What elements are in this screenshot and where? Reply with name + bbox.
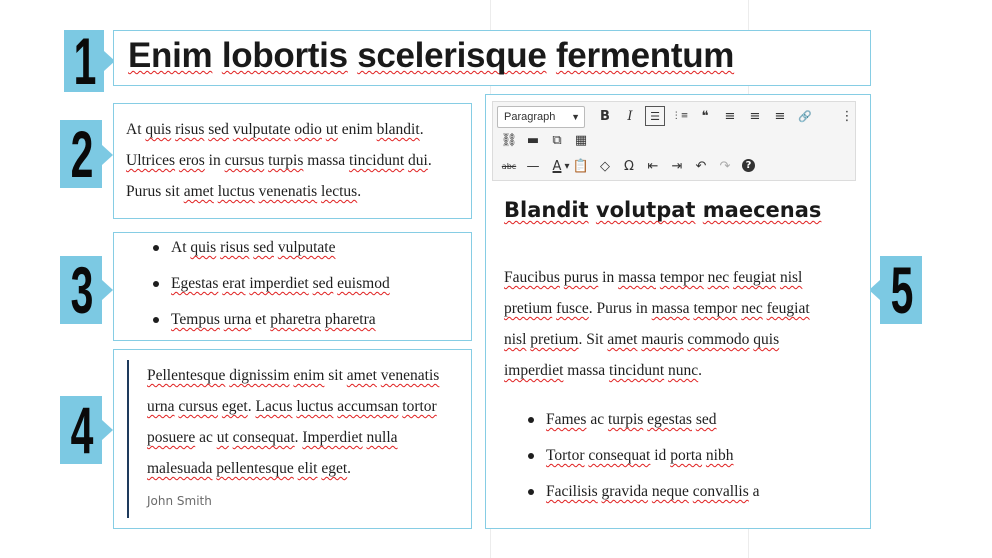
spellcheck-word: fermentum bbox=[555, 36, 735, 75]
spellcheck-word: tempor bbox=[659, 269, 704, 286]
text-run: . bbox=[247, 398, 256, 415]
text-line bbox=[504, 293, 810, 324]
spellcheck-word: Fames bbox=[546, 411, 587, 428]
text-color-dropdown-icon[interactable]: ▾ bbox=[564, 160, 570, 172]
more-options-icon[interactable]: ⋮ bbox=[840, 108, 854, 124]
spellcheck-word: Pellentesque bbox=[147, 367, 226, 384]
text-run: . bbox=[347, 460, 352, 477]
badge-1: 1 bbox=[64, 30, 104, 92]
text-line bbox=[504, 324, 810, 355]
align-left-icon[interactable]: ≡ bbox=[724, 108, 736, 124]
spellcheck-word: tincidunt bbox=[609, 362, 665, 379]
spellcheck-word: Facilisis bbox=[546, 483, 598, 500]
fullscreen-icon[interactable]: ⧉ bbox=[552, 132, 562, 148]
paste-text-icon[interactable]: 📋 bbox=[572, 158, 590, 174]
spellcheck-word: venenatis bbox=[380, 367, 440, 384]
horizontal-line-icon[interactable]: — bbox=[526, 158, 540, 174]
text-run: massa bbox=[303, 152, 350, 169]
spellcheck-word: lectus bbox=[321, 183, 358, 200]
spellcheck-word: euismod bbox=[337, 275, 390, 292]
spellcheck-word: massa bbox=[651, 300, 690, 317]
spellcheck-word: eget bbox=[221, 398, 248, 415]
spellcheck-word: mauris bbox=[641, 331, 684, 348]
badge-5: 5 bbox=[880, 256, 922, 324]
text-run: et bbox=[251, 311, 271, 328]
spellcheck-word: turpis bbox=[268, 152, 304, 169]
spellcheck-word: eget bbox=[321, 460, 348, 477]
spellcheck-word: Faucibus bbox=[504, 269, 560, 286]
blockquote bbox=[127, 360, 439, 518]
classic-editor-block[interactable] bbox=[485, 94, 871, 529]
spellcheck-word: convallis bbox=[692, 483, 749, 500]
spellcheck-word: maecenas bbox=[702, 198, 822, 222]
editor-bullet-list bbox=[526, 402, 760, 510]
badge-4-pointer bbox=[102, 420, 113, 440]
text-run: in bbox=[204, 152, 225, 169]
text-run: . Purus in bbox=[588, 300, 652, 317]
text-run: sit bbox=[324, 367, 347, 384]
text-line bbox=[147, 360, 439, 391]
spellcheck-word: pharetra bbox=[324, 311, 376, 328]
spellcheck-word: egestas bbox=[647, 411, 692, 428]
editor-paragraph bbox=[504, 262, 810, 386]
spellcheck-word: sed bbox=[208, 121, 229, 138]
spellcheck-word: quis bbox=[753, 331, 780, 348]
heading-block[interactable] bbox=[113, 30, 871, 86]
spellcheck-word: eros bbox=[178, 152, 205, 169]
text-run: id bbox=[650, 447, 671, 464]
spellcheck-word: consequat bbox=[588, 447, 651, 464]
quote-text bbox=[147, 360, 439, 484]
text-line bbox=[126, 176, 432, 207]
align-center-icon[interactable]: ≡ bbox=[749, 108, 761, 124]
spellcheck-word: nec bbox=[707, 269, 730, 286]
spellcheck-word: tincidunt bbox=[349, 152, 405, 169]
spellcheck-word: amet bbox=[607, 331, 638, 348]
read-more-icon[interactable]: ▬ bbox=[526, 132, 540, 148]
toolbar-toggle-icon[interactable]: ▦ bbox=[574, 132, 588, 148]
spellcheck-word: Lacus bbox=[255, 398, 293, 415]
badge-2: 2 bbox=[60, 120, 102, 188]
text-line bbox=[147, 391, 439, 422]
spellcheck-word: luctus bbox=[296, 398, 334, 415]
spellcheck-word: pretium bbox=[530, 331, 579, 348]
spellcheck-word: gravida bbox=[601, 483, 649, 500]
spellcheck-word: quis bbox=[190, 239, 217, 256]
spellcheck-word: enim bbox=[293, 367, 325, 384]
spellcheck-word: nibh bbox=[705, 447, 734, 464]
list-item bbox=[151, 302, 390, 338]
spellcheck-word: commodo bbox=[687, 331, 750, 348]
spellcheck-word: risus bbox=[220, 239, 250, 256]
spellcheck-word: vulputate bbox=[232, 121, 291, 138]
spellcheck-word: Egestas bbox=[171, 275, 219, 292]
spellcheck-word: urna bbox=[147, 398, 175, 415]
text-color-icon[interactable]: A bbox=[552, 158, 562, 174]
spellcheck-word: elit bbox=[297, 460, 318, 477]
spellcheck-word: feugiat bbox=[766, 300, 810, 317]
spellcheck-word: erat bbox=[222, 275, 246, 292]
undo-icon[interactable]: ↶ bbox=[695, 158, 707, 174]
spellcheck-word: sed bbox=[253, 239, 274, 256]
spellcheck-word: nisl bbox=[504, 331, 527, 348]
text-run: At bbox=[126, 121, 146, 138]
bulleted-list-icon[interactable]: ☰ bbox=[645, 106, 665, 126]
list-item bbox=[526, 474, 760, 510]
spellcheck-word: Enim bbox=[128, 36, 213, 75]
text-line bbox=[126, 145, 432, 176]
spellcheck-word: scelerisque bbox=[357, 36, 547, 75]
spellcheck-word: cursus bbox=[178, 398, 219, 415]
spellcheck-word: urna bbox=[223, 311, 252, 328]
text-run: ac bbox=[195, 429, 217, 446]
spellcheck-word: feugiat bbox=[733, 269, 777, 286]
italic-icon[interactable]: I bbox=[627, 108, 633, 124]
blockquote-icon[interactable]: ❝ bbox=[701, 108, 709, 124]
spellcheck-word: malesuada bbox=[147, 460, 213, 477]
format-select[interactable] bbox=[497, 106, 585, 128]
paragraph-block[interactable] bbox=[113, 103, 472, 219]
spellcheck-word: Blandit bbox=[504, 198, 589, 222]
spellcheck-word: consequat bbox=[232, 429, 295, 446]
spellcheck-word: blandit bbox=[376, 121, 420, 138]
spellcheck-word: Ultrices bbox=[126, 152, 176, 169]
spellcheck-word: fusce bbox=[556, 300, 589, 317]
spellcheck-word: pharetra bbox=[270, 311, 321, 328]
spellcheck-word: accumsan bbox=[337, 398, 399, 415]
text-run: . bbox=[427, 152, 432, 169]
spellcheck-word: nec bbox=[741, 300, 763, 317]
spellcheck-word: amet bbox=[183, 183, 214, 200]
spellcheck-word: Imperdiet bbox=[302, 429, 363, 446]
spellcheck-word: nulla bbox=[366, 429, 398, 446]
text-run bbox=[695, 198, 702, 222]
outdent-icon[interactable]: ⇤ bbox=[647, 158, 659, 174]
spellcheck-word: lobortis bbox=[221, 36, 348, 75]
bullet-list bbox=[151, 230, 390, 338]
spellcheck-word: cursus bbox=[224, 152, 265, 169]
spellcheck-word: ut bbox=[216, 429, 229, 446]
badge-3: 3 bbox=[60, 256, 102, 324]
spellcheck-word: nunc bbox=[668, 362, 699, 379]
quote-citation: John Smith bbox=[147, 494, 212, 508]
spellcheck-word: massa bbox=[618, 269, 656, 286]
text-line bbox=[147, 453, 439, 484]
spellcheck-word: neque bbox=[651, 483, 689, 500]
text-run: . Sit bbox=[578, 331, 608, 348]
spellcheck-word: nisl bbox=[779, 269, 803, 286]
clear-formatting-icon[interactable]: ◇ bbox=[600, 158, 610, 174]
badge-2-pointer bbox=[102, 145, 113, 165]
special-character-icon[interactable]: Ω bbox=[624, 158, 634, 174]
spellcheck-word: turpis bbox=[607, 411, 644, 428]
quote-block[interactable] bbox=[113, 349, 472, 529]
list-item bbox=[151, 230, 390, 266]
spellcheck-word: risus bbox=[175, 121, 205, 138]
text-run: massa bbox=[563, 362, 610, 379]
text-run: . bbox=[294, 429, 303, 446]
spellcheck-word: volutpat bbox=[595, 198, 696, 222]
spellcheck-word: tortor bbox=[402, 398, 437, 415]
spellcheck-word: dignissim bbox=[229, 367, 290, 384]
text-run: . bbox=[698, 362, 703, 379]
text-run bbox=[589, 198, 596, 222]
format-select-value: Paragraph bbox=[504, 111, 556, 123]
text-run: in bbox=[598, 269, 619, 286]
spellcheck-word: luctus bbox=[217, 183, 255, 200]
redo-icon[interactable]: ↷ bbox=[719, 158, 731, 174]
spellcheck-word: purus bbox=[563, 269, 599, 286]
spellcheck-word: vulputate bbox=[277, 239, 336, 256]
unlink-icon[interactable]: ⛓ bbox=[500, 132, 518, 148]
text-line bbox=[126, 114, 432, 145]
badge-4: 4 bbox=[60, 396, 102, 464]
numbered-list-icon[interactable]: ⋮≡ bbox=[671, 111, 689, 121]
spellcheck-word: posuere bbox=[147, 429, 196, 446]
bold-icon[interactable]: B bbox=[600, 108, 610, 124]
spellcheck-word: imperdiet bbox=[249, 275, 309, 292]
spellcheck-word: amet bbox=[346, 367, 377, 384]
spellcheck-word: venenatis bbox=[258, 183, 318, 200]
spellcheck-word: odio bbox=[294, 121, 322, 138]
spellcheck-word: imperdiet bbox=[504, 362, 564, 379]
list-item bbox=[526, 438, 760, 474]
page-heading bbox=[128, 36, 734, 76]
align-right-icon[interactable]: ≡ bbox=[774, 108, 786, 124]
text-run: . bbox=[419, 121, 424, 138]
spellcheck-word: porta bbox=[670, 447, 703, 464]
editor-heading bbox=[504, 198, 821, 222]
list-item bbox=[526, 402, 760, 438]
indent-icon[interactable]: ⇥ bbox=[671, 158, 683, 174]
text-line bbox=[504, 355, 810, 386]
text-run: ac bbox=[586, 411, 608, 428]
editor-toolbar bbox=[492, 101, 856, 181]
spellcheck-word: sed bbox=[312, 275, 334, 292]
spellcheck-word: sed bbox=[695, 411, 717, 428]
spellcheck-word: Tempus bbox=[171, 311, 220, 328]
badge-3-pointer bbox=[102, 280, 113, 300]
link-icon[interactable]: 🔗 bbox=[798, 109, 812, 123]
text-line bbox=[147, 422, 439, 453]
spellcheck-word: quis bbox=[145, 121, 172, 138]
text-run: enim bbox=[337, 121, 377, 138]
list-item bbox=[151, 266, 390, 302]
help-icon[interactable]: ? bbox=[742, 159, 755, 172]
text-run: . bbox=[357, 183, 362, 200]
list-block[interactable] bbox=[113, 232, 472, 341]
paragraph-text bbox=[126, 114, 432, 207]
text-run: At bbox=[171, 239, 191, 256]
spellcheck-word: dui bbox=[408, 152, 428, 169]
spellcheck-word: pretium bbox=[504, 300, 553, 317]
text-line bbox=[504, 262, 810, 293]
text-run: a bbox=[748, 483, 760, 500]
strikethrough-icon[interactable]: abc bbox=[501, 161, 517, 171]
text-run: Purus sit bbox=[126, 183, 184, 200]
spellcheck-word: ut bbox=[325, 121, 338, 138]
spellcheck-word: Tortor bbox=[546, 447, 585, 464]
chevron-down-icon: ▼ bbox=[571, 112, 580, 122]
spellcheck-word: pellentesque bbox=[216, 460, 294, 477]
spellcheck-word: tempor bbox=[693, 300, 738, 317]
